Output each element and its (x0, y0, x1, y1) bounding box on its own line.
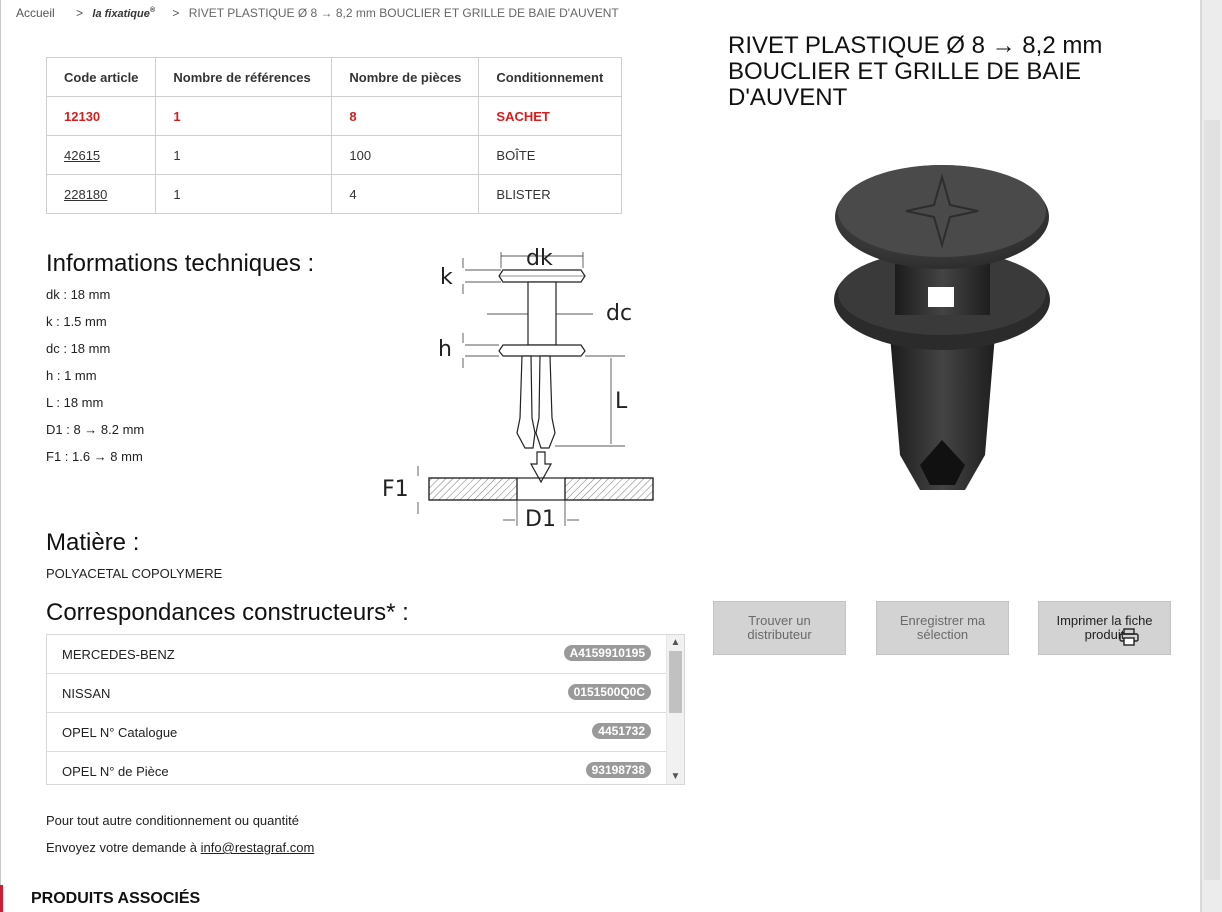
chevron-up-icon[interactable]: ▲ (670, 637, 681, 648)
product-title-line: BOUCLIER ET GRILLE DE BAIE D'AUVENT (728, 58, 1082, 111)
references-cell: 1 (156, 136, 332, 175)
contact-note: Pour tout autre conditionnement ou quantité (46, 813, 299, 828)
list-item (47, 752, 666, 785)
associated-products-heading: PRODUITS ASSOCIÉS (31, 890, 201, 907)
spec-item: dk : 18 mm (46, 287, 111, 302)
find-distributor-label: Trouver un distributeur (747, 613, 812, 642)
left-accent-mark (0, 885, 3, 912)
product-photo (820, 155, 1065, 505)
window-scrollbar-track[interactable] (1204, 120, 1220, 880)
manufacturer-code-badge: 0151500Q0C (568, 684, 651, 700)
table-header-row (47, 58, 622, 97)
manufacturer-name: OPEL N° de Pièce (62, 764, 169, 779)
packaging-cell: BLISTER (479, 175, 622, 214)
printer-icon (1119, 628, 1139, 646)
material-heading: Matière : (46, 529, 140, 556)
correspondences-list[interactable] (46, 634, 685, 785)
manufacturer-code-badge: 4451732 (592, 723, 651, 739)
correspondences-heading: Correspondances constructeurs* : (46, 599, 409, 626)
spec-item: D1 : 8 → 8.2 mm (46, 422, 145, 437)
spec-item: h : 1 mm (46, 368, 97, 383)
tech-info-heading: Informations techniques : (46, 250, 315, 277)
references-cell: 1 (156, 97, 332, 136)
list-item (47, 674, 666, 713)
product-title (728, 33, 1188, 111)
dim-label-dk: dk (526, 246, 553, 271)
save-selection-label: Enregistrer ma sélection (899, 613, 986, 642)
pieces-cell: 4 (332, 175, 479, 214)
print-sheet-label: Imprimer la fiche produit (1056, 613, 1153, 642)
material-value: POLYACETAL COPOLYMERE (46, 566, 223, 581)
dim-label-h: h (438, 337, 452, 362)
page-left-border (0, 0, 1, 912)
manufacturer-name: NISSAN (62, 686, 111, 701)
table-row[interactable] (47, 136, 622, 175)
rivet-dimension-diagram (375, 238, 665, 538)
dim-label-L: L (615, 389, 628, 414)
breadcrumb-separator: > (76, 6, 84, 20)
print-sheet-button[interactable] (1038, 601, 1171, 655)
tech-spec-list (46, 287, 144, 476)
column-header-packaging: Conditionnement (479, 58, 622, 97)
article-code-link[interactable]: 228180 (64, 186, 108, 202)
manufacturer-name: MERCEDES-BENZ (62, 647, 175, 662)
contact-note-email (46, 840, 314, 855)
article-code-link[interactable]: 42615 (64, 147, 101, 163)
find-distributor-button[interactable] (713, 601, 846, 655)
list-scrollbar-thumb[interactable] (669, 651, 682, 713)
column-header-code: Code article (47, 58, 156, 97)
manufacturer-name: OPEL N° Catalogue (62, 725, 178, 740)
references-cell: 1 (156, 175, 332, 214)
column-header-pieces: Nombre de pièces (332, 58, 479, 97)
spec-item: L : 18 mm (46, 395, 104, 410)
dim-label-D1: D1 (525, 507, 556, 532)
email-link[interactable]: info@restagraf.com (200, 840, 315, 855)
breadcrumb-separator: > (172, 6, 180, 20)
breadcrumb-brand-link[interactable]: la fixatique® (92, 7, 156, 20)
dim-label-F1: F1 (382, 477, 409, 502)
breadcrumb-home-link[interactable]: Accueil (16, 6, 55, 20)
list-scrollbar[interactable] (666, 635, 684, 784)
pieces-cell: 8 (332, 97, 479, 136)
table-row[interactable] (47, 175, 622, 214)
breadcrumb (16, 6, 619, 20)
spec-item: dc : 18 mm (46, 341, 111, 356)
product-reference-table (46, 57, 622, 214)
list-item (47, 635, 666, 674)
packaging-cell: SACHET (479, 97, 622, 136)
product-title-line: RIVET PLASTIQUE Ø 8 → 8,2 mm (728, 32, 1103, 59)
list-item (47, 713, 666, 752)
chevron-down-icon[interactable]: ▼ (670, 771, 681, 782)
spec-item: k : 1.5 mm (46, 314, 107, 329)
article-code-link[interactable]: 12130 (64, 108, 101, 124)
dim-label-k: k (440, 265, 453, 290)
contact-prefix: Envoyez votre demande à (46, 840, 201, 855)
table-row[interactable] (47, 97, 622, 136)
manufacturer-code-badge: 93198738 (586, 762, 651, 778)
breadcrumb-current: RIVET PLASTIQUE Ø 8 → 8,2 mm BOUCLIER ET GRILLE DE BAIE D'AUVENT (188, 6, 619, 20)
manufacturer-code-badge: A4159910195 (564, 645, 651, 661)
column-header-references: Nombre de références (156, 58, 332, 97)
save-selection-button[interactable] (876, 601, 1009, 655)
packaging-cell: BOÎTE (479, 136, 622, 175)
dim-label-dc: dc (606, 301, 633, 326)
window-scrollbar[interactable] (1200, 0, 1222, 912)
pieces-cell: 100 (332, 136, 479, 175)
spec-item: F1 : 1.6 → 8 mm (46, 449, 143, 464)
